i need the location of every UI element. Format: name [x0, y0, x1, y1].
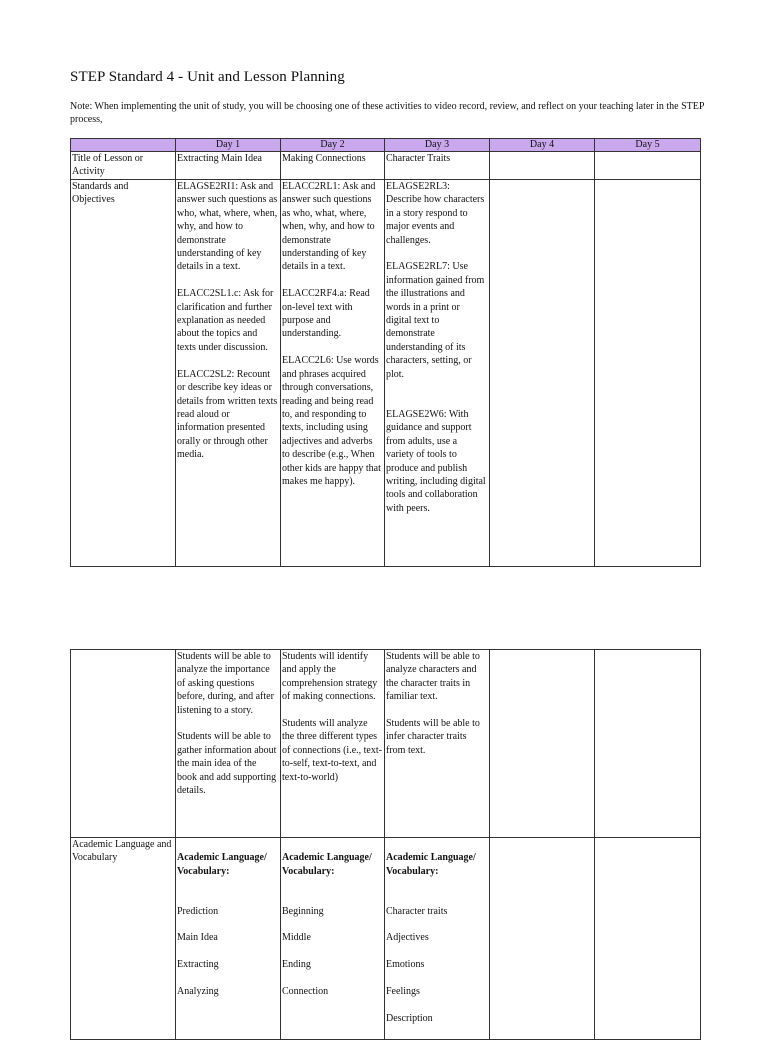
header-day-4: Day 4: [490, 139, 595, 152]
cell-vocabulary-day-5: [595, 838, 701, 1040]
document-title: STEP Standard 4 - Unit and Lesson Planning: [70, 69, 345, 85]
cell-vocabulary-day-2: [281, 838, 385, 1040]
cell-objectives-day-3: Students will be able to analyze characters and the character traits in familiar text. Students will be able to infer character traits from text.: [385, 650, 490, 838]
header-day-2: Day 2: [281, 139, 385, 152]
lesson-plan-table: [70, 138, 701, 567]
cell-title-day-1: Extracting Main Idea: [176, 152, 281, 180]
cell-vocabulary-day-3: [385, 838, 490, 1040]
table-row-vocabulary: [71, 838, 701, 1040]
cell-title-day-3: Character Traits: [385, 152, 490, 180]
lesson-plan-table-continued: [70, 649, 701, 1040]
row-label-objectives: [71, 650, 176, 838]
cell-objectives-day-2: Students will identify and apply the comprehension strategy of making connections. Students will analyze the three different types of connections (i.e., text-to-self, text-to-text, and text-to-world): [281, 650, 385, 838]
cell-title-day-5: [595, 152, 701, 180]
cell-standards-day-3: ELAGSE2RL3: Describe how characters in a story respond to major events and challenges. ELAGSE2RL7: Use information gained from the illustrations and words in a print or digital text to demonstrate understanding of its characters, setting, or plot. ELAGSE2W6: With guidance and support from adults, use a variety of tools to produce and publish writing, including digital tools and collaboration with peers.: [385, 180, 490, 567]
cell-standards-day-4: [490, 180, 595, 567]
vocabulary-list: Beginning Middle Ending Connection: [282, 905, 329, 998]
cell-vocabulary-day-1: [176, 838, 281, 1040]
cell-vocabulary-day-4: [490, 838, 595, 1040]
header-row: [71, 139, 701, 152]
cell-standards-day-1: ELAGSE2RI1: Ask and answer such questions as who, what, where, when, why, and how to demonstrate understanding of key details in a text. ELACC2SL1.c: Ask for clarification and further explanation as needed about the topics and texts under discussion. ELACC2SL2: Recount or describe key ideas or details from written texts read aloud or information presented orally or through other media.: [176, 180, 281, 567]
row-label-standards: Standards and Objectives: [71, 180, 176, 567]
cell-standards-day-5: [595, 180, 701, 567]
cell-objectives-day-1: Students will be able to analyze the importance of asking questions before, during, and after listening to a story. Students will be able to gather information about the main idea of the book and add supporting details.: [176, 650, 281, 838]
cell-objectives-day-4: [490, 650, 595, 838]
row-label-vocabulary: Academic Language and Vocabulary: [71, 838, 176, 1040]
table-row-standards: [71, 180, 701, 567]
vocabulary-heading: Academic Language/ Vocabulary:: [282, 852, 372, 877]
cell-title-day-2: Making Connections: [281, 152, 385, 180]
row-label-title: Title of Lesson or Activity: [71, 152, 176, 180]
header-day-3: Day 3: [385, 139, 490, 152]
table-row-objectives: [71, 650, 701, 838]
cell-objectives-day-5: [595, 650, 701, 838]
vocabulary-heading: Academic Language/ Vocabulary:: [386, 852, 476, 877]
header-day-5: Day 5: [595, 139, 701, 152]
cell-title-day-4: [490, 152, 595, 180]
header-day-1: Day 1: [176, 139, 281, 152]
vocabulary-heading: Academic Language/ Vocabulary:: [177, 852, 267, 877]
table-row-title: [71, 152, 701, 180]
vocabulary-list: Character traits Adjectives Emotions Feelings Description: [386, 905, 448, 1024]
document-note: Note: When implementing the unit of study, you will be choosing one of these activities to video record, review, and reflect on your teaching later in the STEP process,: [70, 101, 705, 125]
cell-standards-day-2: ELACC2RL1: Ask and answer such questions as who, what, where, when, why, and how to demonstrate understanding of key details in a text. ELACC2RF4.a: Read on-level text with purpose and understanding. ELACC2L6: Use words and phrases acquired through conversations, reading and being read to, and responding to texts, including using adjectives and adverbs to describe (e.g., When other kids are happy that makes me happy).: [281, 180, 385, 567]
header-blank-cell: [71, 139, 176, 152]
vocabulary-list: Prediction Main Idea Extracting Analyzing: [177, 905, 219, 998]
